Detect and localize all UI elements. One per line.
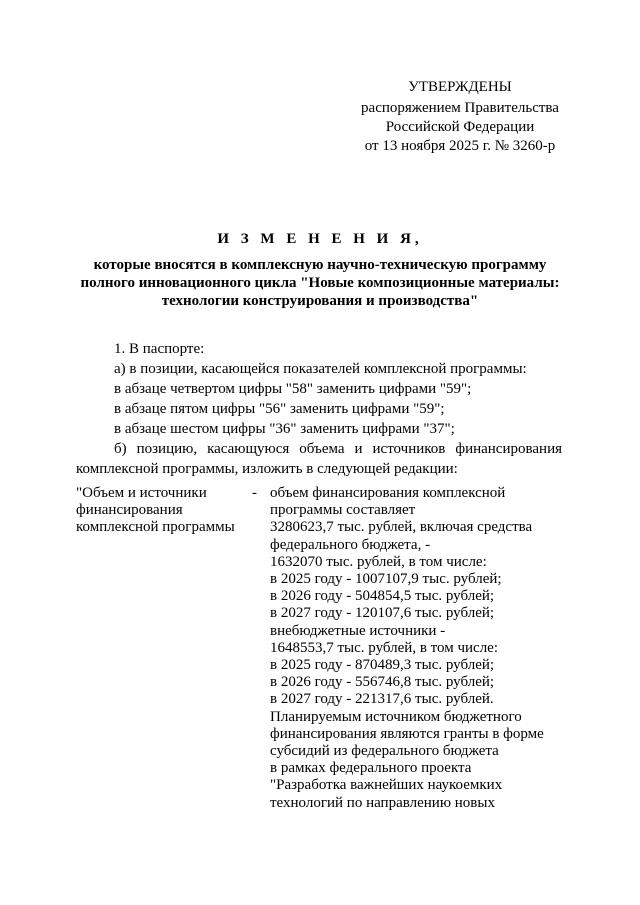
table-left-line: финансирования [76, 502, 183, 519]
document-title [60, 230, 580, 310]
table-right-line: программы составляет [270, 502, 416, 519]
title-subtitle-line: которые вносятся в комплексную научно-техническую программу [93, 257, 547, 273]
table-left-line: "Объем и источники [76, 485, 207, 501]
table-right-line: внебюджетные источники - [270, 622, 446, 639]
table-right-line: в 2027 году - 221317,6 тыс. рублей. [270, 691, 494, 708]
table-right-line: в 2027 году - 120107,6 тыс. рублей; [270, 605, 495, 622]
paragraph: в абзаце четвертом цифры "58" заменить цифрами "59"; [114, 381, 472, 397]
table-right-line: объем финансирования комплексной [270, 485, 506, 501]
title-main: И З М Е Н Е Н И Я, [217, 231, 423, 247]
table-right-line: субсидий из федерального бюджета [270, 743, 499, 760]
table-right-line: финансирования являются гранты в форме [270, 725, 544, 742]
table-right-line: 1648553,7 тыс. рублей, в том числе: [270, 639, 499, 656]
title-subtitle-line: технологии конструирования и производства" [161, 293, 479, 309]
table-dash: - [252, 485, 257, 501]
approval-heading: УТВЕРЖДЕНЫ [408, 79, 512, 95]
approval-line: от 13 ноября 2025 г. № 3260-р [364, 138, 556, 154]
table-right-line: Планируемым источником бюджетного [270, 708, 522, 725]
approval-line: распоряжением Правительства [361, 100, 559, 116]
table-right-line: в 2025 году - 870489,3 тыс. рублей; [270, 657, 495, 674]
body-text [76, 339, 562, 479]
table-right-line: федерального бюджета, - [270, 536, 431, 553]
approval-block [340, 78, 580, 156]
table-right-line: в 2026 году - 556746,8 тыс. рублей; [270, 674, 495, 691]
title-subtitle-line: полного инновационного цикла "Новые композиционные материалы: [80, 275, 560, 291]
table-right-line: 3280623,7 тыс. рублей, включая средства [270, 519, 533, 536]
table-left-line: комплексной программы [76, 519, 235, 536]
paragraph: а) в позиции, касающейся показателей комплексной программы: [114, 361, 527, 377]
table-right-column [270, 485, 562, 812]
paragraph: б) позицию, касающуюся объема и источников финансирования комплексной программы, изложить в следующей редакции: [76, 441, 562, 477]
table-right-line: "Разработка важнейших наукоемких [270, 777, 503, 794]
table-right-line: в рамках федерального проекта [270, 760, 472, 777]
approval-line: Российской Федерации [385, 119, 535, 135]
table-right-line: технологий по направлению новых [270, 794, 495, 811]
table-right-line: в 2026 году - 504854,5 тыс. рублей; [270, 588, 495, 605]
paragraph: в абзаце пятом цифры "56" заменить цифрами "59"; [114, 401, 445, 417]
paragraph: 1. В паспорте: [114, 341, 205, 357]
paragraph: в абзаце шестом цифры "36" заменить цифрами "37"; [114, 421, 455, 437]
table-left-column [76, 485, 248, 537]
table-right-line: в 2025 году - 1007107,9 тыс. рублей; [270, 571, 502, 588]
table-right-line: 1632070 тыс. рублей, в том числе: [270, 553, 487, 570]
